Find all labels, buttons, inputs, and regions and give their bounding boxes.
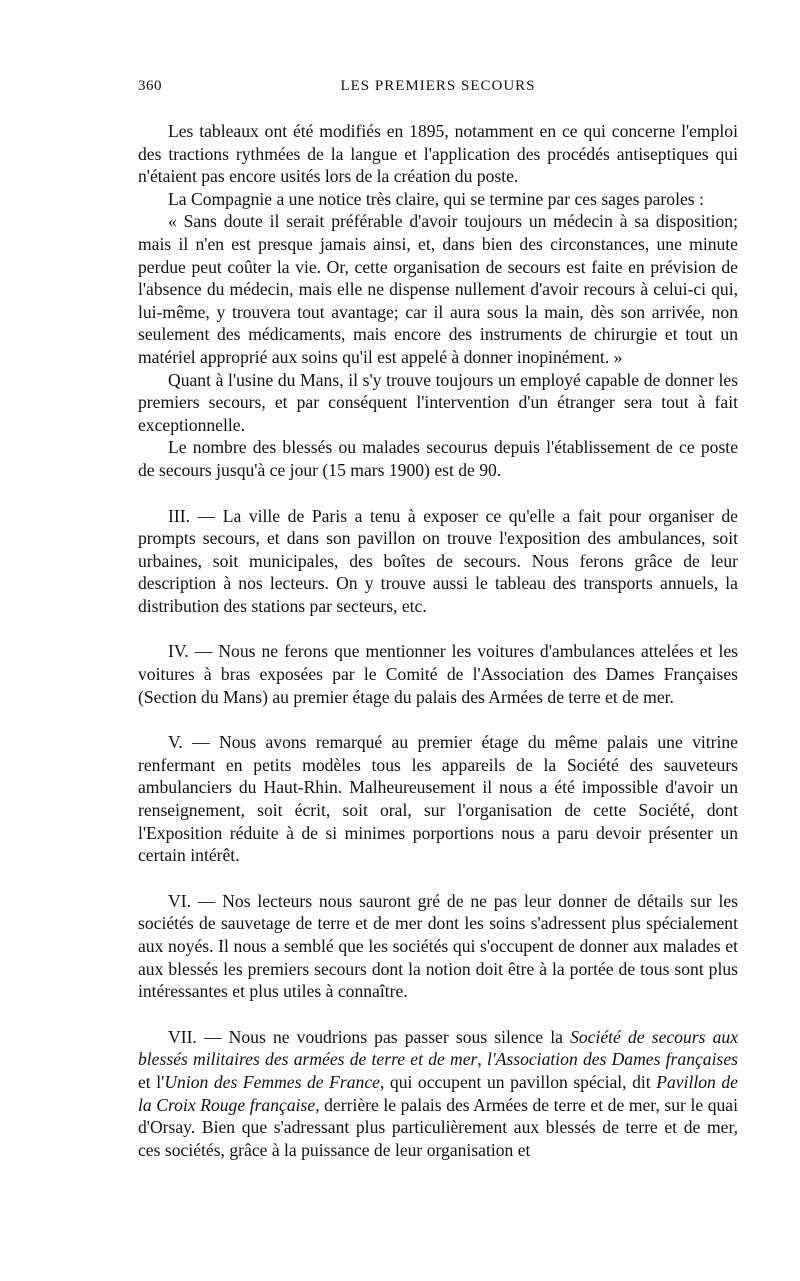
paragraph	[138, 640, 738, 708]
text-segment: III. — La ville de Paris a tenu à exposer ce qu'elle a fait pour organiser de prompts secours, et dans son pavillon on trouve l'exposition des ambulances, soit urbaines, soit municipales, des boîtes de secours. Nous ferons grâce de leur description à nos lecteurs. On y trouve aussi le tableau des transports annuels, la distribution des stations par secteurs, etc.	[138, 505, 738, 616]
italic-text: Pavillon de la Croix Rouge française	[138, 1071, 738, 1115]
paragraph	[138, 369, 738, 437]
text-segment: VI. — Nos lecteurs nous sauront gré de ne pas leur donner de détails sur les sociétés de sauvetage de terre et de mer dont les soins s'adressent plus spécialement aux noyés. Il nous a semblé que les sociétés qui s'occupent de donner aux malades et aux blessés les premiers secours dont la notion doit être à la portée de tous sont plus intéressantes et plus utiles à connaître.	[138, 890, 738, 1002]
text-segment: Quant à l'usine du Mans, il s'y trouve toujours un employé capable de donner les premiers secours, et par conséquent l'intervention d'un étranger sera tout à fait exceptionnelle.	[138, 369, 738, 435]
paragraph	[138, 120, 738, 188]
paragraph	[138, 188, 738, 211]
paragraph	[138, 890, 738, 1003]
running-header	[138, 78, 738, 102]
text-segment: V. — Nous avons remarqué au premier étage du même palais une vitrine renfermant en petits modèles tous les appareils de la Société des sauveteurs ambulanciers du Haut-Rhin. Malheureusement il nous a été impossible d'avoir un renseignement, soit écrit, soit oral, sur l'organisation de cette Société, dont l'Exposition réduite à de si minimes porportions nous a paru devoir présenter un certain intérêt.	[138, 732, 738, 866]
page-number: 360	[138, 78, 162, 94]
paragraph	[138, 731, 738, 867]
paragraph	[138, 505, 738, 618]
paragraph	[138, 210, 738, 368]
body-text	[138, 120, 738, 1161]
text-segment: La Compagnie a une notice très claire, qui se termine par ces sages paroles :	[168, 188, 704, 209]
text-segment: , derrière le palais des Armées de terre et de mer, sur le quai d'Orsay. Bien que s'adressant plus particulièrement aux blessés de terre et de mer, ces sociétés, grâce à la puissance de leur organisation et	[138, 1094, 738, 1160]
text-segment: IV. — Nous ne ferons que mentionner les voitures d'ambulances attelées et les voitures à bras exposées par le Comité de l'Association des Dames Françaises (Section du Mans) au premier étage du palais des Armées de terre et de mer.	[138, 641, 738, 707]
paragraph	[138, 436, 738, 481]
italic-text: l'Association des Dames françaises	[486, 1049, 738, 1070]
text-segment: ,	[477, 1049, 487, 1070]
text-segment: Les tableaux ont été modifiés en 1895, notamment en ce qui concerne l'emploi des tractions rythmées de la langue et l'application des procédés antiseptiques qui n'étaient pas encore usités lors de la création du poste.	[138, 121, 738, 187]
text-segment: et l'	[138, 1071, 165, 1092]
italic-text: Union des Femmes de France	[164, 1071, 380, 1092]
paragraph	[138, 1026, 738, 1162]
text-segment: « Sans doute il serait préférable d'avoir toujours un médecin à sa disposition; mais il n'en est presque jamais ainsi, et, dans bien des circonstances, une minute perdue peut coûter la vie. Or, cette organisation de secours est faite en prévision de l'absence du médecin, mais elle ne dispense nullement d'avoir recours à celui-ci qui, lui-même, y trouvera tout avantage; car il aura sous la main, dès son arrivée, non seulement des médicaments, mais encore des instruments de chirurgie et tout un matériel approprié aux soins qu'il est appelé à donner inopinément. »	[138, 211, 738, 367]
running-title: LES PREMIERS SECOURS	[340, 78, 536, 94]
page	[138, 78, 738, 1161]
text-segment: Le nombre des blessés ou malades secourus depuis l'établissement de ce poste de secours jusqu'à ce jour (15 mars 1900) est de 90.	[138, 437, 738, 480]
italic-text: Société de secours aux blessés militaires des armées de terre et de mer	[138, 1026, 738, 1070]
text-segment: , qui occupent un pavillon spécial, dit	[379, 1071, 657, 1092]
text-segment: VII. — Nous ne voudrions pas passer sous silence la	[168, 1026, 571, 1047]
